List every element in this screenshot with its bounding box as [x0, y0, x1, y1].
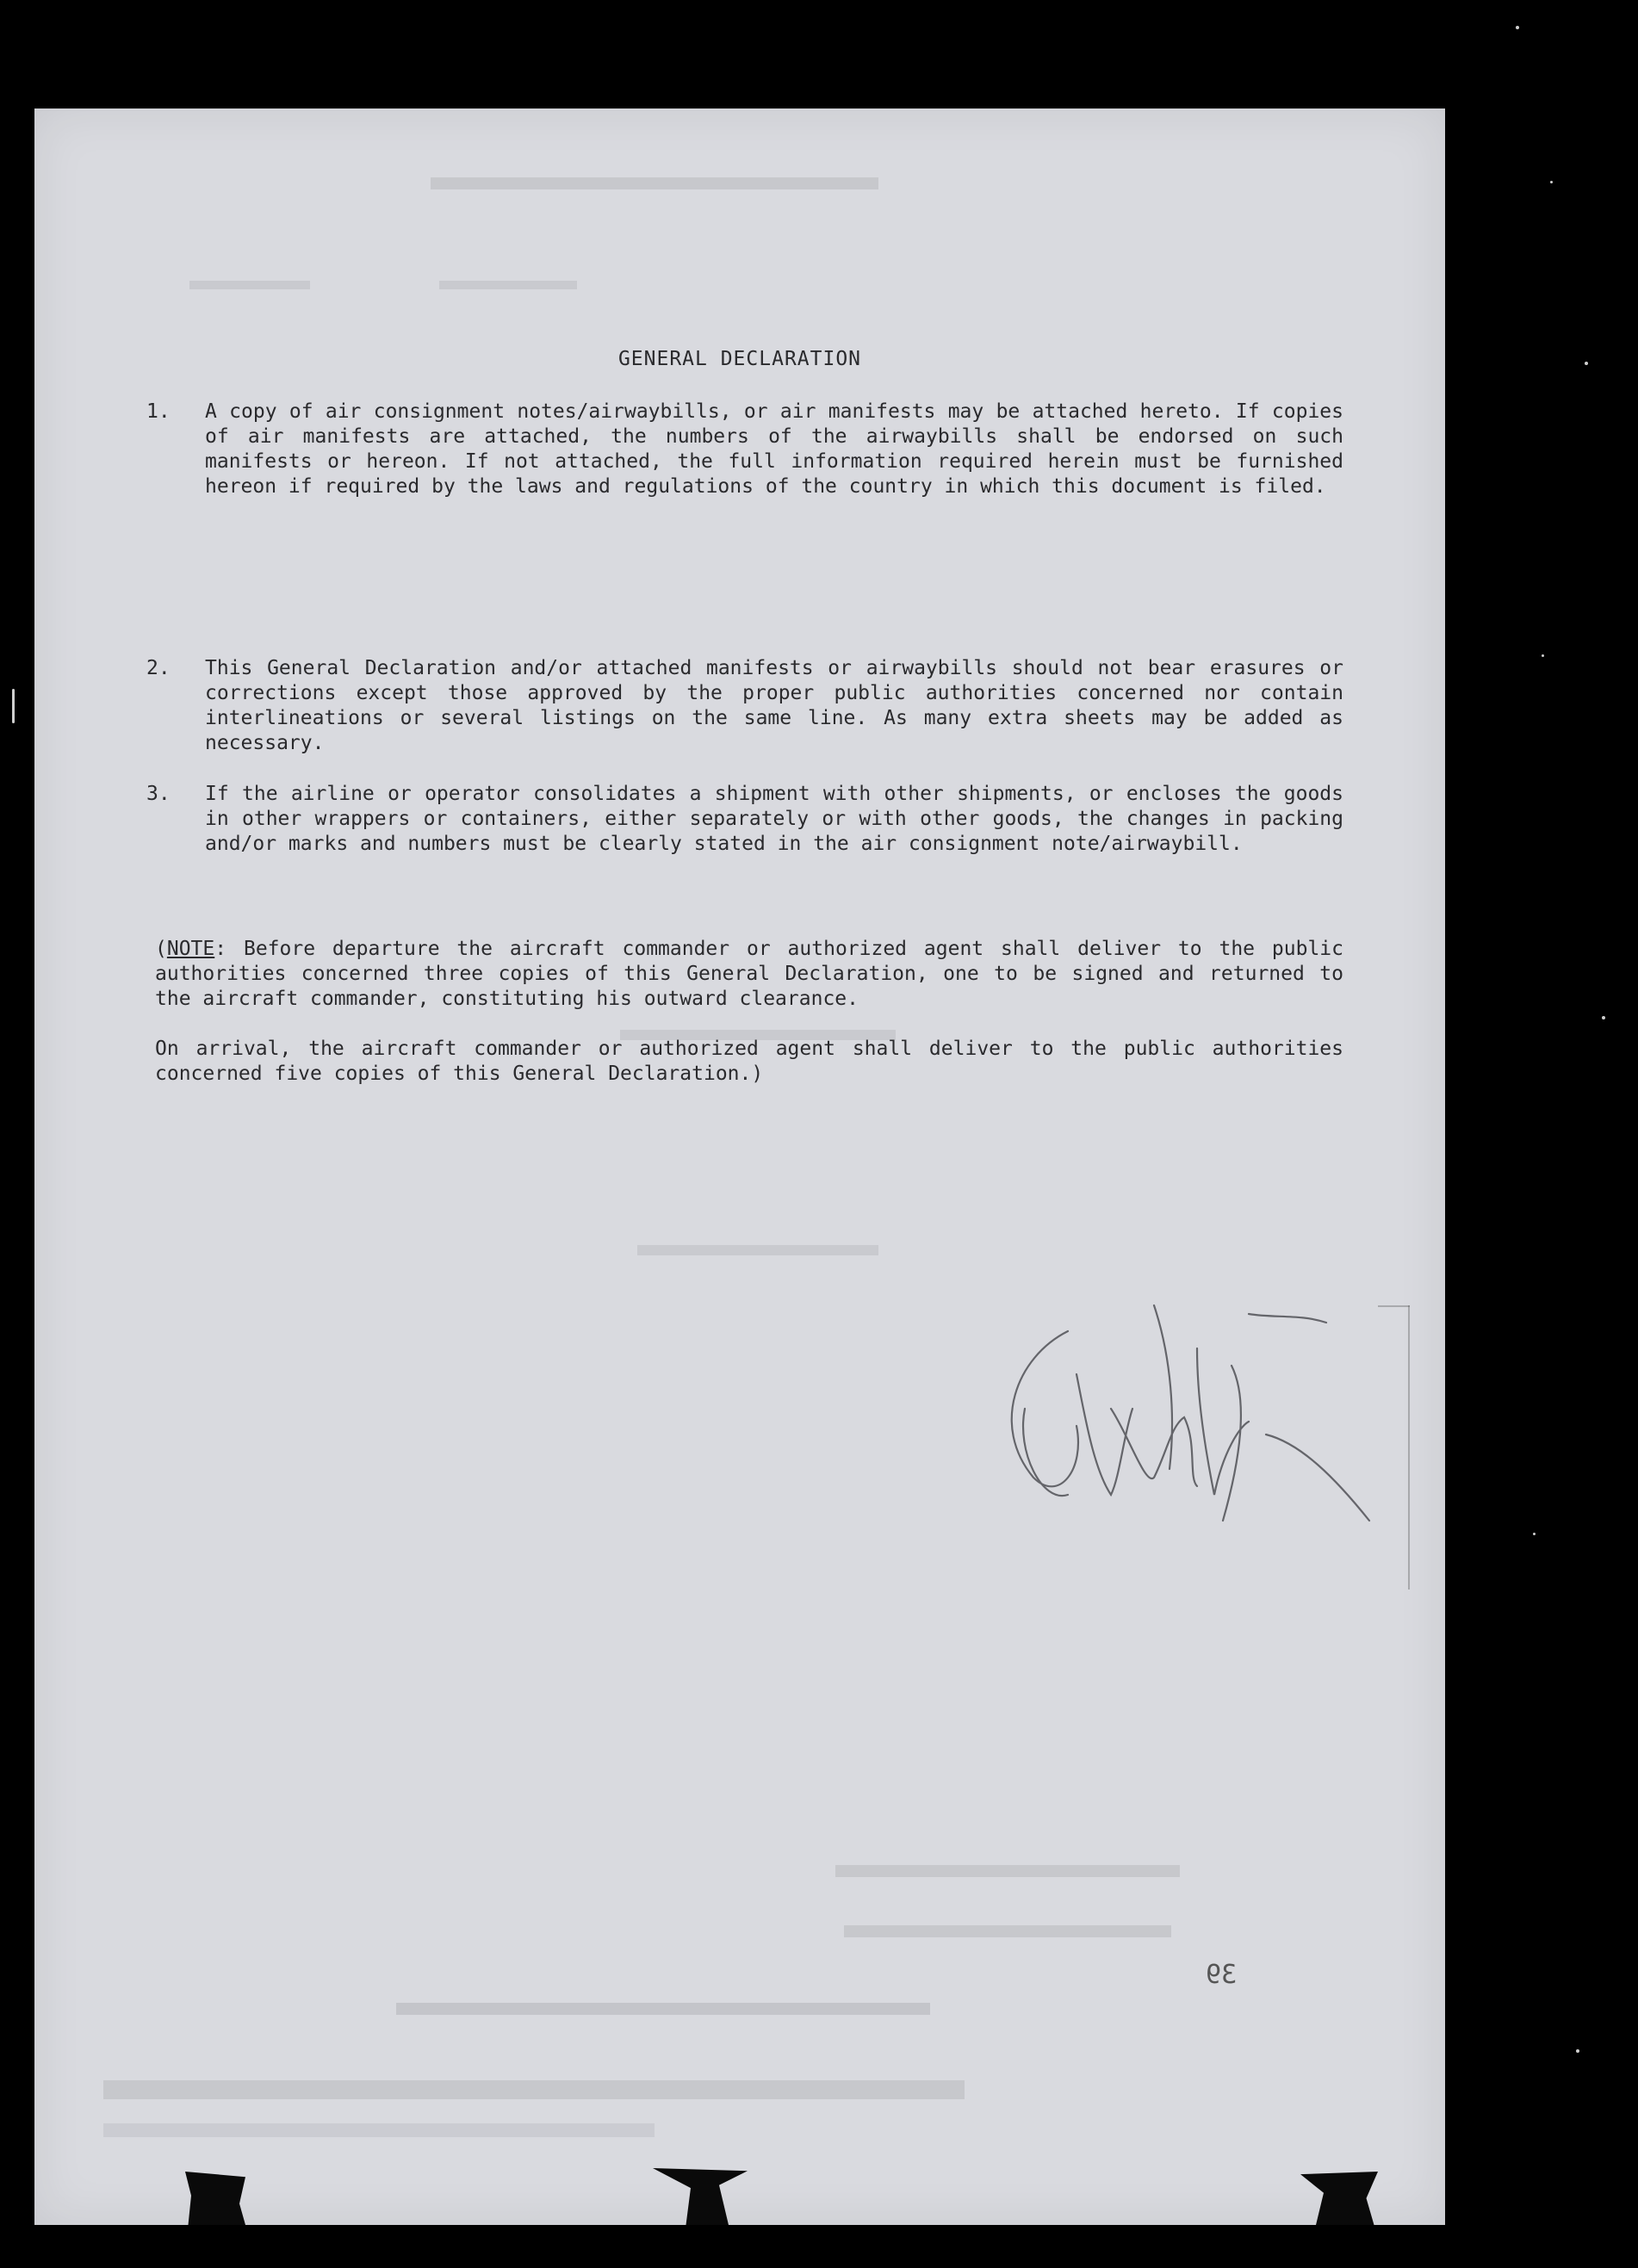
item-text: If the airline or operator consolidates a shipment with other shipments, or encloses the goods in other wrappers or containers, either separately or with other goods, the changes in packing and/or marks and numbers must be clearly stated in the air consignment note/airwaybill.	[205, 783, 1343, 855]
binding-clip-mark	[1300, 2172, 1378, 2225]
arrival-paragraph: On arrival, the aircraft commander or authorized agent shall deliver to the public authorities concerned five copies of this General Declaration.)	[155, 1038, 1343, 1085]
scan-speck	[1533, 1533, 1536, 1535]
binding-clip-mark	[185, 2172, 245, 2225]
item-number: 1.	[146, 400, 171, 423]
item-text: This General Declaration and/or attached manifests or airwaybills should not bear erasures or corrections except those approved by the proper public authorities concerned nor contain interlineations or several listings on the same line. As many extra sheets may be added as necessary.	[205, 657, 1343, 754]
bleed-through-mark	[637, 1245, 878, 1255]
item-number: 2.	[146, 657, 171, 679]
scan-speck	[12, 689, 15, 723]
scan-speck	[1550, 181, 1553, 183]
bleed-through-mark	[103, 2080, 965, 2099]
scan-speck	[1585, 362, 1588, 365]
scan-speck	[1602, 1016, 1605, 1019]
note-text: Before departure the aircraft commander or authorized agent shall deliver to the public authorities concerned three copies of this General Declaration, one to be signed and returned to the aircraft commander, constituting his outward clearance.	[155, 938, 1343, 1010]
note-paragraph	[155, 937, 1343, 1012]
scan-speck	[1542, 654, 1544, 657]
note-colon: :	[214, 938, 227, 960]
handwritten-signature	[939, 1280, 1387, 1572]
note-open-paren: (	[155, 938, 167, 960]
bleed-through-mark	[189, 281, 310, 289]
scan-speck	[1516, 26, 1519, 29]
bleed-through-mark	[835, 1865, 1180, 1877]
bleed-through-mark	[844, 1925, 1171, 1937]
scan-speck	[1576, 2049, 1579, 2053]
bleed-through-mark	[431, 177, 878, 189]
document-page	[34, 108, 1445, 2225]
item-text: A copy of air consignment notes/airwaybills, or air manifests may be attached hereto. If copies of air manifests are attached, the numbers of the airwaybills shall be endorsed on such manifests or hereon. If not attached, the full information required herein must be furnished hereon if required by the laws and regulations of the country in which this document is filed.	[205, 400, 1343, 498]
mirrored-page-number: 39	[1206, 1960, 1238, 1990]
binding-clip-mark	[653, 2168, 748, 2225]
document-title: GENERAL DECLARATION	[617, 348, 862, 370]
bleed-through-mark	[439, 281, 577, 289]
note-label: NOTE	[166, 938, 215, 960]
bleed-through-mark	[396, 2003, 930, 2015]
item-number: 3.	[146, 783, 171, 805]
bleed-through-mark	[103, 2123, 655, 2137]
bleed-through-line	[1408, 1305, 1410, 1589]
